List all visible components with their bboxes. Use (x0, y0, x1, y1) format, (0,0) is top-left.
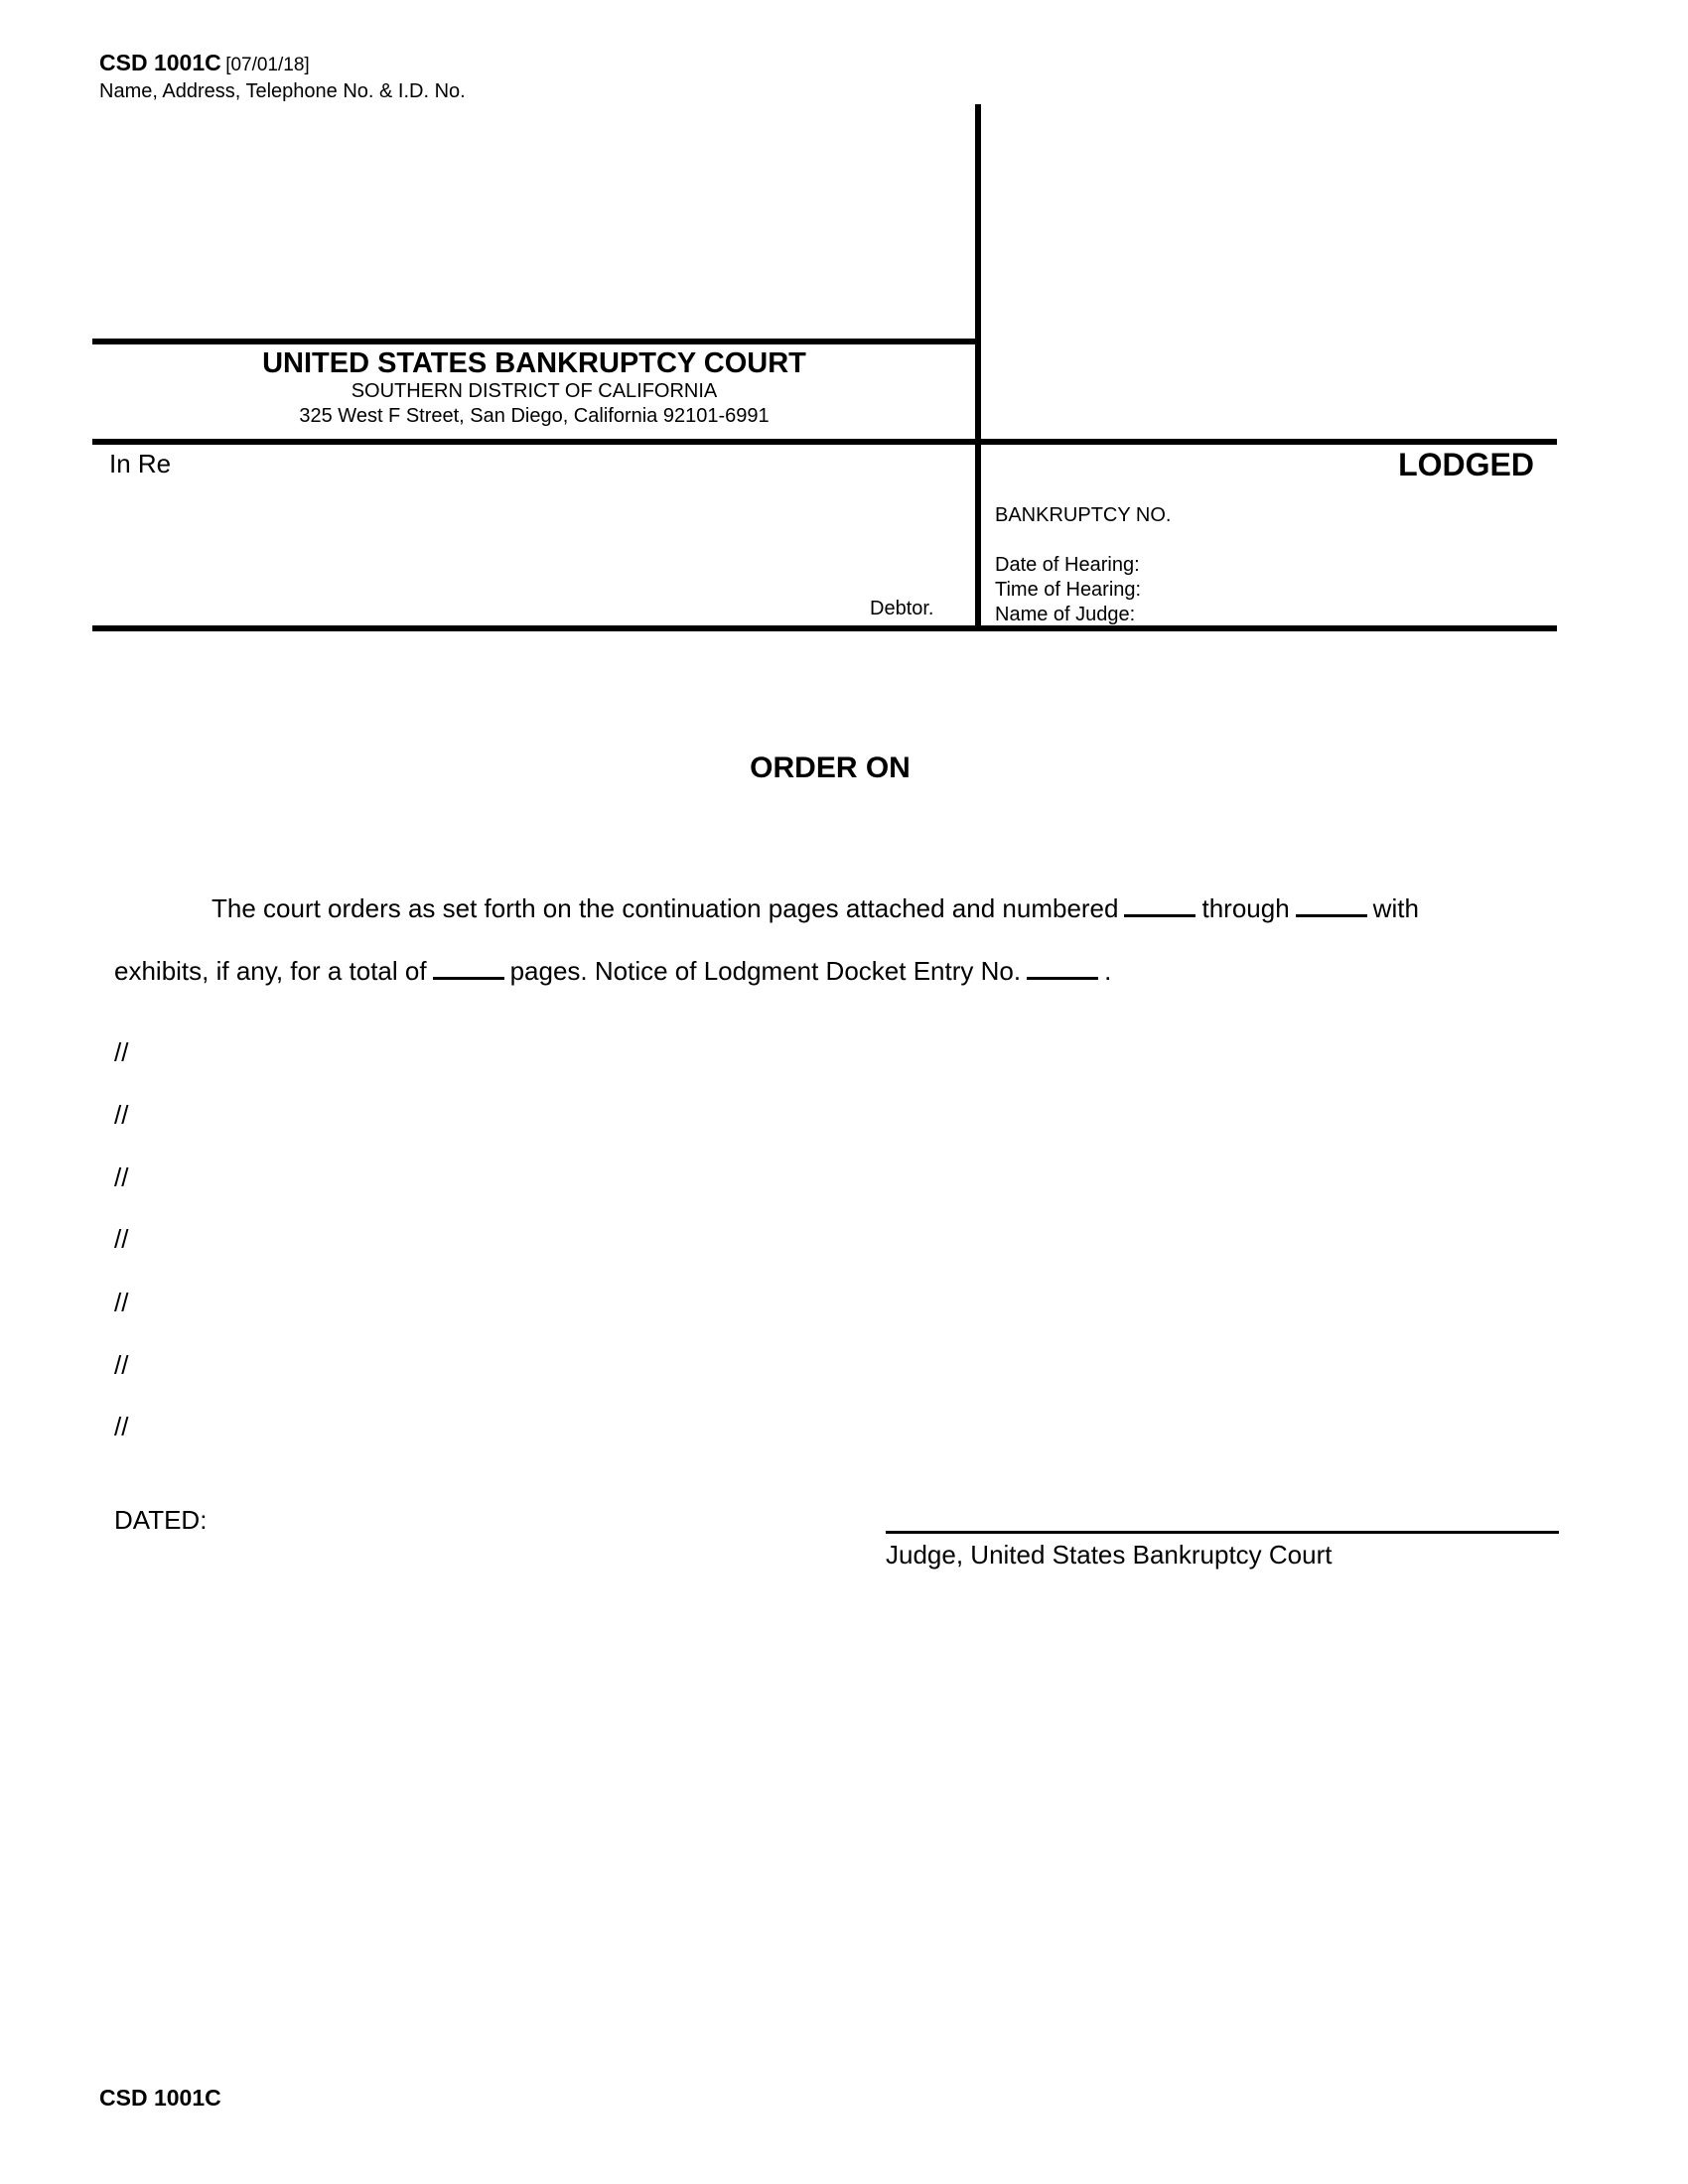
dated-label: DATED: (114, 1505, 208, 1535)
order-text: exhibits, if any, for a total of (114, 956, 427, 986)
date-of-hearing-label: Date of Hearing: (995, 554, 1140, 576)
caption-top-rule (92, 439, 1557, 445)
footer-form-id: CSD 1001C (99, 2085, 221, 2111)
form-id-header (99, 50, 310, 76)
form-id: CSD 1001C (99, 50, 221, 75)
docket-entry-blank[interactable] (1027, 957, 1098, 980)
continuation-mark: // (114, 1288, 129, 1317)
start-page-blank[interactable] (1124, 894, 1196, 917)
debtor-label: Debtor. (870, 598, 934, 619)
court-district: SOUTHERN DISTRICT OF CALIFORNIA (351, 380, 718, 402)
order-text: . (1104, 956, 1112, 986)
continuation-mark: // (114, 1412, 129, 1441)
continuation-mark: // (114, 1224, 129, 1254)
order-paragraph-line-2 (114, 956, 1111, 987)
continuation-mark: // (114, 1350, 129, 1380)
continuation-mark: // (114, 1100, 129, 1130)
end-page-blank[interactable] (1296, 894, 1367, 917)
total-pages-blank[interactable] (433, 957, 504, 980)
in-re-label: In Re (109, 449, 172, 478)
continuation-mark: // (114, 1162, 129, 1192)
court-title: UNITED STATES BANKRUPTCY COURT (262, 347, 806, 379)
court-address: 325 West F Street, San Diego, California 92101-6991 (299, 405, 770, 427)
name-of-judge-label: Name of Judge: (995, 604, 1136, 625)
order-text: The court orders as set forth on the continuation pages attached and numbered (211, 893, 1119, 923)
form-date: [07/01/18] (225, 55, 310, 75)
caption-bottom-rule (92, 625, 1557, 631)
order-text: pages. Notice of Lodgment Docket Entry No. (509, 956, 1022, 986)
judge-signature-line[interactable] (886, 1531, 1559, 1534)
judge-signature-label: Judge, United States Bankruptcy Court (886, 1540, 1333, 1570)
continuation-mark: // (114, 1037, 129, 1067)
order-paragraph-line-1 (211, 893, 1419, 924)
order-text: with (1372, 893, 1419, 923)
lodged-stamp: LODGED (1398, 447, 1534, 482)
court-top-rule (92, 339, 981, 344)
time-of-hearing-label: Time of Hearing: (995, 579, 1142, 601)
order-text: through (1201, 893, 1290, 923)
name-address-label: Name, Address, Telephone No. & I.D. No. (99, 80, 466, 102)
bankruptcy-no-label: BANKRUPTCY NO. (995, 504, 1172, 526)
order-title: ORDER ON (750, 751, 911, 784)
